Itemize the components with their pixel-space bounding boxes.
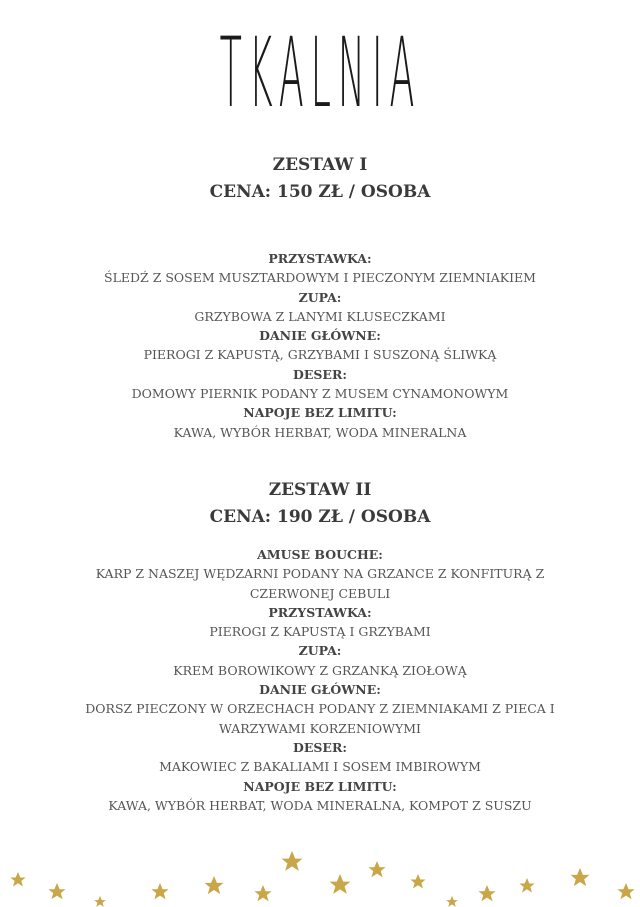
course-label: PRZYSTAWKA:: [268, 604, 372, 620]
star-icon: [254, 885, 271, 901]
star-icon: [10, 872, 25, 886]
course-dish: KAWA, WYBÓR HERBAT, WODA MINERALNA, KOMPOT Z SUSZU: [108, 797, 532, 813]
course-label: AMUSE BOUCHE:: [257, 547, 383, 562]
star-icon: [478, 885, 495, 901]
course-label: ZUPA:: [298, 289, 342, 305]
star-icon: [151, 883, 168, 899]
course-dish: ŚLEDŹ Z SOSEM MUSZTARDOWYM I PIECZONYM ZIEMNIAKIEM: [104, 270, 536, 286]
star-icon: [48, 883, 65, 899]
course-dish: PIEROGI Z KAPUSTĄ, GRZYBAMI I SUSZONĄ ŚLIWKĄ: [143, 347, 497, 363]
star-icon: [571, 868, 590, 886]
set-title: ZESTAW II: [268, 480, 372, 500]
set-price: CENA: 190 ZŁ / OSOBA: [209, 507, 431, 527]
course-dish: KARP Z NASZEJ WĘDZARNI PODANY NA GRZANCE Z KONFITURĄ Z CZERWONEJ CEBULI: [95, 566, 545, 601]
star-icon: [330, 874, 351, 894]
course-dish: GRZYBOWA Z LANYMI KLUSECZKAMI: [194, 308, 446, 324]
star-icon: [446, 896, 457, 907]
set-title: ZESTAW I: [272, 155, 368, 175]
menu-set-1: [0, 152, 640, 442]
set-price: CENA: 150 ZŁ / OSOBA: [209, 182, 431, 202]
star-icon: [94, 896, 105, 907]
course-label: ZUPA:: [298, 643, 342, 659]
course-dish: KAWA, WYBÓR HERBAT, WODA MINERALNA: [173, 424, 467, 440]
course-label: NAPOJE BEZ LIMITU:: [243, 405, 397, 421]
star-icon: [282, 851, 303, 871]
star-icon: [368, 861, 385, 877]
course-label: DESER:: [293, 366, 347, 382]
decorative-stars: [0, 840, 640, 907]
brand-logo: [0, 18, 640, 128]
star-icon: [519, 878, 534, 892]
course-label: DANIE GŁÓWNE:: [259, 682, 381, 698]
course-label: NAPOJE BEZ LIMITU:: [243, 778, 397, 794]
brand-logo-text: TKALNIA: [219, 17, 421, 129]
course-dish: KREM BOROWIKOWY Z GRZANKĄ ZIOŁOWĄ: [173, 662, 467, 678]
course-label: DESER:: [293, 739, 347, 755]
course-label: PRZYSTAWKA:: [268, 251, 372, 266]
menu-set-2: [0, 477, 640, 815]
course-dish: DOMOWY PIERNIK PODANY Z MUSEM CYNAMONOWYM: [131, 386, 509, 402]
star-icon: [205, 876, 224, 894]
star-icon: [617, 883, 634, 899]
star-icon: [410, 874, 425, 888]
course-dish: PIEROGI Z KAPUSTĄ I GRZYBAMI: [209, 624, 431, 640]
course-dish: DORSZ PIECZONY W ORZECHACH PODANY Z ZIEMNIAKAMI Z PIECA I WARZYWAMI KORZENIOWYMI: [85, 701, 555, 736]
course-dish: MAKOWIEC Z BAKALIAMI I SOSEM IMBIROWYM: [159, 759, 481, 775]
course-label: DANIE GŁÓWNE:: [259, 328, 381, 344]
